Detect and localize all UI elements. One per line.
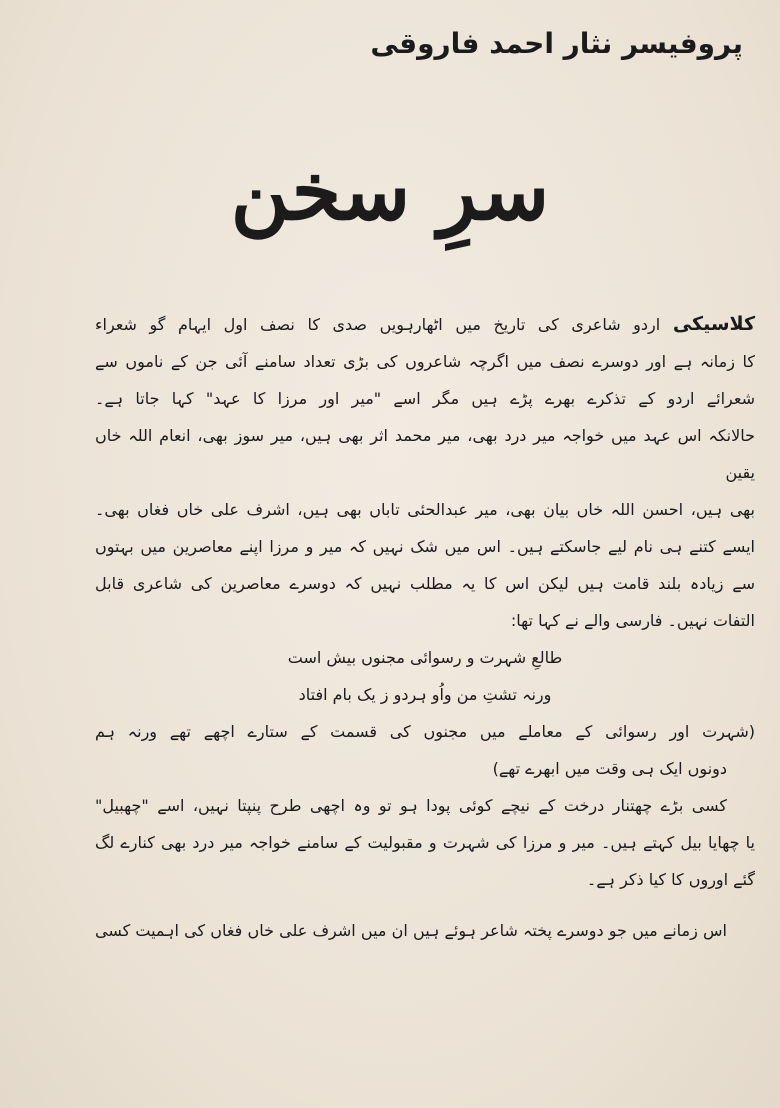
text-line: یا چھایا بیل کہتے ہیں۔ میر و مرزا کی شہرت و مقبولیت کے سامنے خواجہ میر درد بھی کنارے لگ <box>95 833 755 852</box>
text-line: حالانکہ اس عہد میں خواجہ میر درد بھی، میر محمد اثر بھی ہیں، میر سوز بھی، انعام اللہ خاں یقین <box>95 426 755 482</box>
text-line: کسی بڑے چھتنار درخت کے نیچے کوئی پودا ہو تو وہ اچھی طرح پنپتا نہیں، اسے "چھبیل" <box>95 796 727 815</box>
text-line: گئے اوروں کا کیا ذکر ہے۔ <box>586 870 755 889</box>
text-line: اس زمانے میں جو دوسرے پختہ شاعر ہوئے ہیں ان میں اشرف علی خاں فغاں کی اہمیت کسی <box>95 921 727 940</box>
translation-line: (شہرت اور رسوائی کے معاملے میں مجنوں کی قسمت کے ستارے اچھے تھے ورنہ ہم <box>95 722 755 741</box>
text-line: کا زمانہ ہے اور دوسرے نصف میں اگرچہ شاعروں کی بڑی تعداد سامنے آئی جن کے ناموں سے <box>95 352 755 371</box>
text-line <box>95 306 755 343</box>
text-line: بھی ہیں، احسن اللہ خاں بیان بھی، میر عبدالحئی تاباں بھی ہیں، اشرف علی خاں فغاں بھی۔ <box>95 500 755 519</box>
verse-line: ورنہ تشتِ من واُو ہردو ز یک بام افتاد <box>298 685 552 704</box>
author-name: پروفیسر نثار احمد فاروقی <box>370 27 743 60</box>
text-line: شعرائے اردو کے تذکرے بھرے پڑے ہیں مگر اسے "میر اور مرزا کا عہد" کہا جاتا ہے۔ <box>95 389 755 408</box>
text-line: سے زیادہ بلند قامت ہیں لیکن اس کا یہ مطلب نہیں کہ دوسرے معاصرین کی شاعری قابل <box>95 574 755 593</box>
text-line-content: اردو شاعری کی تاریخ میں اٹھارہویں صدی کا نصف اول ایہام گو شعراء <box>95 315 661 334</box>
translation-line: دونوں ایک ہی وقت میں ابھرے تھے) <box>492 759 727 778</box>
text-line: التفات نہیں۔ فارسی والے نے کہا تھا: <box>510 611 755 630</box>
text-line: ایسے کتنے ہی نام لیے جاسکتے ہیں۔ اس میں شک نہیں کہ میر و مرزا اپنے معاصرین میں بہتوں <box>95 537 755 556</box>
body-text <box>95 306 755 949</box>
chapter-title: سرِ سخن <box>230 144 550 238</box>
verse-line: طالعِ شہرت و رسوائی مجنوں بیش است <box>287 648 563 667</box>
paragraph-gap <box>95 898 755 912</box>
lead-word: کلاسیکی <box>672 313 756 335</box>
